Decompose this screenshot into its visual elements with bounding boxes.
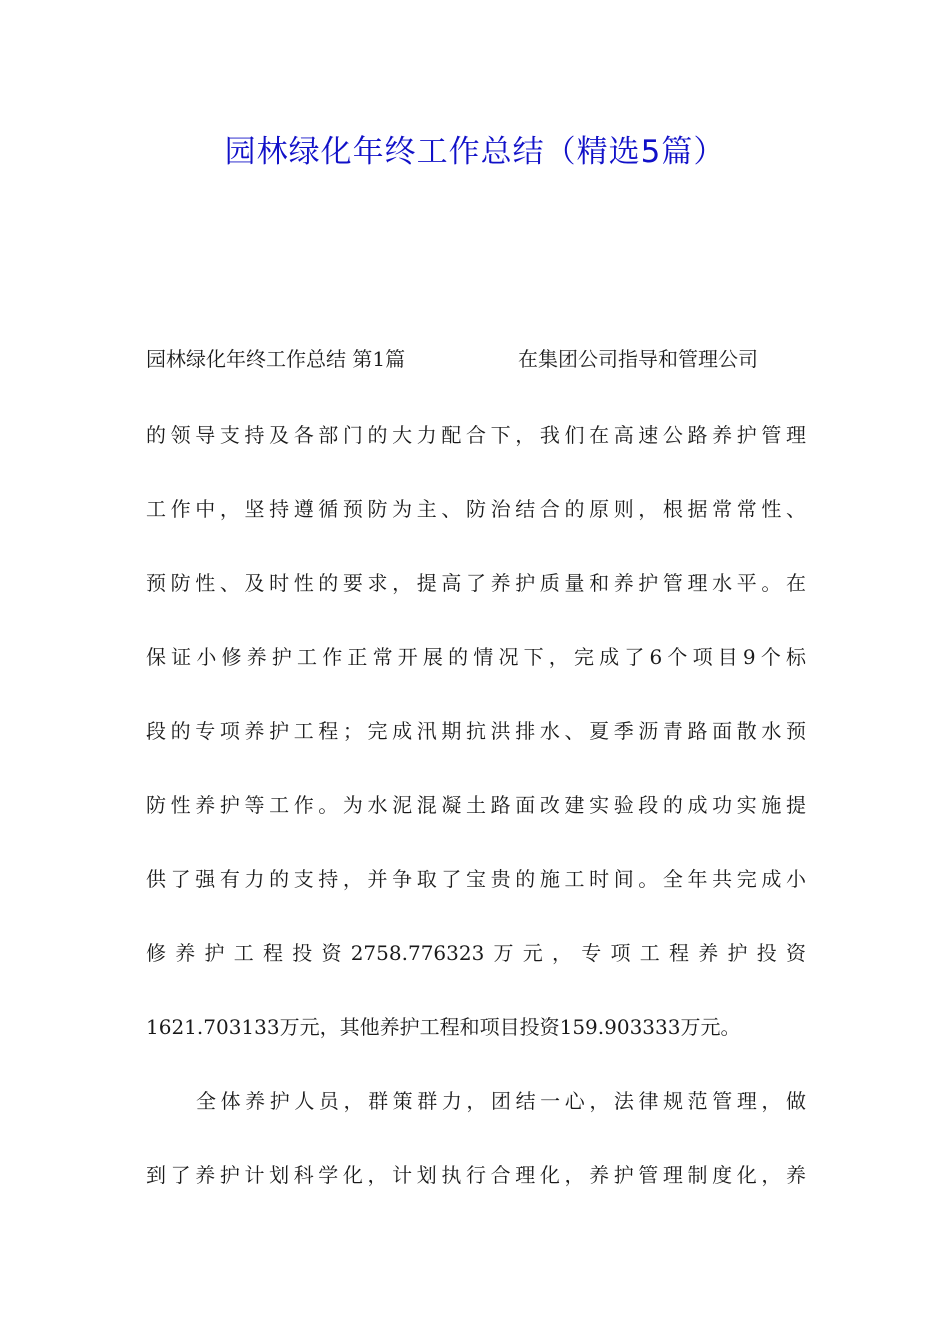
body-line: 段的专项养护工程；完成汛期抗洪排水、夏季沥青路面散水预 [146,719,806,743]
body-line: 供了强有力的支持，并争取了宝贵的施工时间。全年共完成小 [146,867,806,891]
body-line: 的领导支持及各部门的大力配合下，我们在高速公路养护管理 [146,423,806,447]
paragraph-line: 全体养护人员，群策群力，团结一心，法律规范管理，做 [196,1089,806,1113]
paragraph-line: 到了养护计划科学化，计划执行合理化，养护管理制度化，养 [146,1163,806,1187]
body-line: 预防性、及时性的要求，提高了养护质量和养护管理水平。在 [146,571,806,595]
document-title: 园林绿化年终工作总结（精选5篇） [224,134,726,170]
section-heading-line [146,344,806,374]
body-line: 工作中，坚持遵循预防为主、防治结合的原则，根据常常性、 [146,497,806,521]
body-line: 1621.703133万元，其他养护工程和项目投资159.903333万元。 [146,1015,741,1039]
body-line: 防性养护等工作。为水泥混凝土路面改建实验段的成功实施提 [146,793,806,817]
body-line: 保证小修养护工作正常开展的情况下，完成了6个项目9个标 [146,645,806,669]
body-line: 修养护工程投资2758.776323万元，专项工程养护投资 [146,941,806,965]
section-first-text: 在集团公司指导和管理公司 [518,347,758,371]
section-label: 园林绿化年终工作总结 第1篇 [146,347,406,371]
